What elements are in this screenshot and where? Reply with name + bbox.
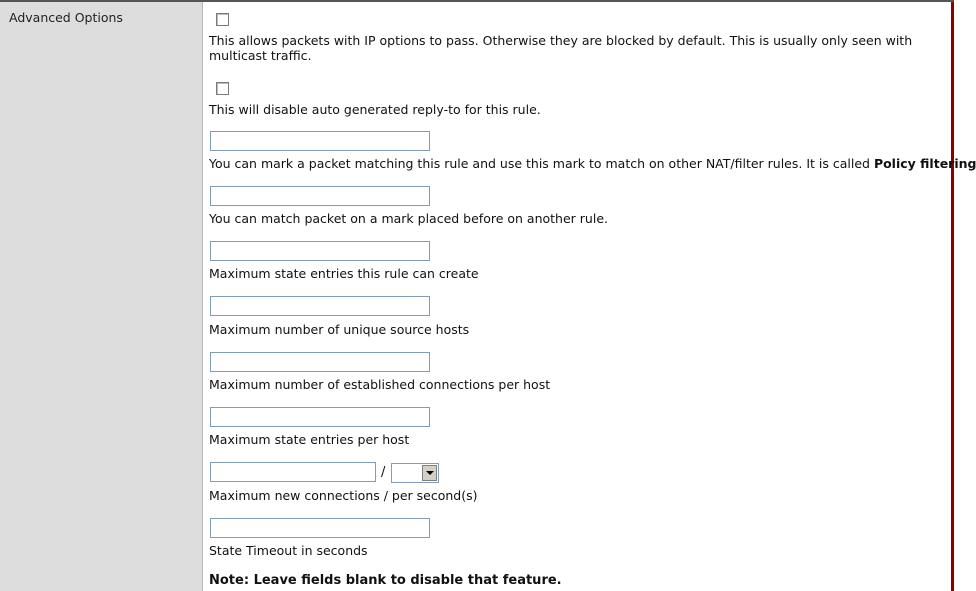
set-mark-description-text: You can mark a packet matching this rule and use this mark to match on other NAT/filter rules. It is called <box>209 156 874 171</box>
section-label: Advanced Options <box>9 10 123 25</box>
right-border <box>951 2 954 591</box>
max-src-nodes-description: Maximum number of unique source hosts <box>209 322 470 337</box>
disable-reply-to-checkbox[interactable] <box>216 82 229 95</box>
max-states-input[interactable] <box>210 241 430 261</box>
max-src-conn-rate-input[interactable] <box>210 462 376 482</box>
rate-separator: / <box>381 465 386 480</box>
set-mark-input[interactable] <box>210 131 430 151</box>
label-column <box>0 2 203 591</box>
disable-reply-to-description: This will disable auto generated reply-to for this rule. <box>209 102 541 117</box>
max-src-conn-description: Maximum number of established connections per host <box>209 377 551 392</box>
chevron-down-icon[interactable] <box>422 465 437 481</box>
advanced-options-panel <box>209 0 976 591</box>
max-src-conn-rates-select[interactable] <box>391 463 439 483</box>
allow-ip-options-checkbox[interactable] <box>216 13 229 26</box>
allow-ip-options-description: This allows packets with IP options to pass. Otherwise they are blocked by default. This is usually only seen with multicast traffic. <box>209 33 913 63</box>
policy-filtering-text: Policy filtering <box>873 156 976 171</box>
state-timeout-input[interactable] <box>210 518 430 538</box>
max-src-nodes-input[interactable] <box>210 296 430 316</box>
max-src-conn-rate-description: Maximum new connections / per second(s) <box>209 488 478 503</box>
max-src-states-input[interactable] <box>210 407 430 427</box>
match-mark-input[interactable] <box>210 186 430 206</box>
max-src-conn-input[interactable] <box>210 352 430 372</box>
set-mark-description <box>209 156 976 171</box>
state-timeout-description: State Timeout in seconds <box>209 543 368 558</box>
max-src-states-description: Maximum state entries per host <box>209 432 410 447</box>
match-mark-description: You can match packet on a mark placed before on another rule. <box>209 211 608 226</box>
note-text: Note: Leave fields blank to disable that feature. <box>209 573 562 588</box>
max-states-description: Maximum state entries this rule can create <box>209 266 479 281</box>
